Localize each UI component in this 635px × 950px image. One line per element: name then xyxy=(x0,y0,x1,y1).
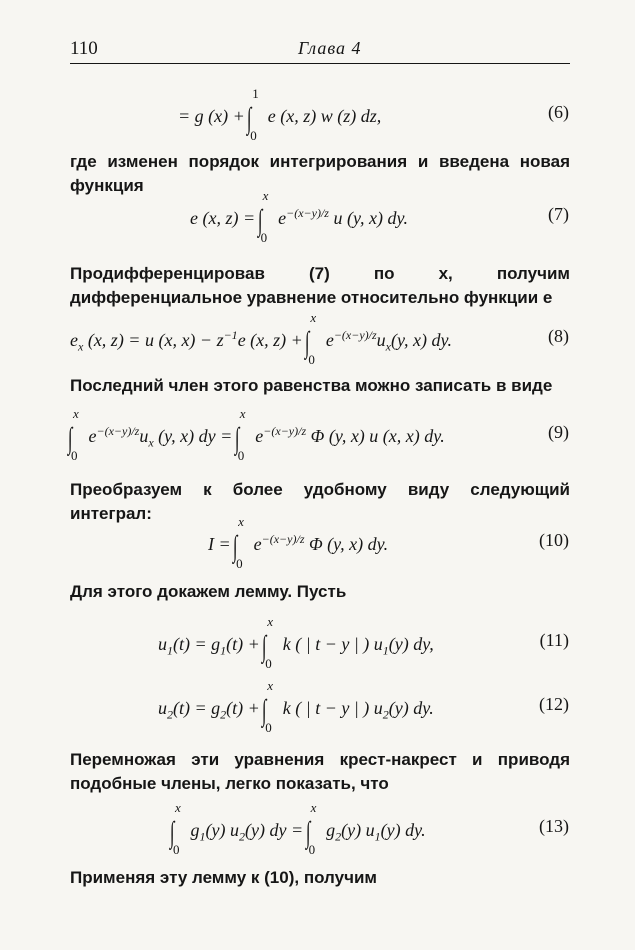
eq8-e: e xyxy=(70,330,78,350)
eq9-u: u xyxy=(139,426,149,446)
eq7-upper-limit: x xyxy=(262,188,269,203)
integral-sign: ∫ xyxy=(234,422,240,455)
eq13-g2: g xyxy=(326,820,336,840)
eq7-rhs: u (y, x) dy. xyxy=(333,208,408,228)
eq9-u-sub: x xyxy=(148,435,154,450)
eq13-u2: (y) u xyxy=(205,820,239,840)
eq13-u1: (y) u xyxy=(341,820,375,840)
paragraph-7: Применяя эту лемму к (10), получим xyxy=(70,868,377,887)
eq7-exp-base: e xyxy=(278,208,287,228)
eq8-lhs-end: e (x, z) + xyxy=(237,330,303,350)
eq9-exponent-2: −(x−y)/z xyxy=(263,424,307,438)
eq13-upper-limit-1: x xyxy=(175,800,181,815)
eq11-upper-limit: x xyxy=(267,614,274,629)
eq12-number: (12) xyxy=(539,694,569,714)
page-header xyxy=(70,38,569,60)
eq9-lower-limit-2: 0 xyxy=(237,448,245,463)
eq10-exp-base: e xyxy=(253,534,262,554)
eq13-g2-sub: 2 xyxy=(335,829,342,844)
page-number: 110 xyxy=(70,38,98,59)
eq7-lower-limit: 0 xyxy=(260,230,268,245)
paragraph-4: Преобразуем к более удобному виду следующий интеграл: xyxy=(70,480,570,523)
eq9-lhs-end: (y, x) dy = xyxy=(158,426,233,446)
eq12-u-sub: 2 xyxy=(167,707,173,722)
eq12-lower-limit: 0 xyxy=(265,720,272,735)
eq9-exp-base-1: e xyxy=(88,426,97,446)
eq10-number: (10) xyxy=(539,530,569,550)
paragraph-2: Продифференцировав (7) по x, получим дифференциальное уравнение относительно функции e xyxy=(70,264,570,307)
eq9-rhs-end: Φ (y, x) u (x, x) dy. xyxy=(310,426,445,446)
paragraph-5: Для этого докажем лемму. Пусть xyxy=(70,582,347,601)
eq9-number: (9) xyxy=(548,422,569,442)
eq6-rhs: e (x, z) w (z) dz, xyxy=(267,106,382,126)
equation-12 xyxy=(0,678,635,735)
eq12-rhs: k ( | t − y | ) u xyxy=(282,698,383,718)
paragraph-3: Последний член этого равенства можно записать в виде xyxy=(70,376,553,395)
eq8-e-sub: x xyxy=(78,339,84,354)
eq11-rhs-end: (y) dy, xyxy=(388,634,434,654)
eq11-number: (11) xyxy=(539,630,569,650)
eq9-upper-limit-1: x xyxy=(73,406,79,421)
eq13-lower-limit-1: 0 xyxy=(173,842,180,857)
eq7-exponent: −(x−y)/z xyxy=(286,206,329,220)
integral-sign: ∫ xyxy=(247,102,252,135)
eq13-rhs-end: (y) dy. xyxy=(380,820,426,840)
eq13-lower-limit-2: 0 xyxy=(308,842,316,857)
eq8-u-sub: x xyxy=(385,339,391,354)
eq8-exponent: −(x−y)/z xyxy=(333,328,377,342)
eq13-upper-limit-2: x xyxy=(310,800,317,815)
paragraph-6: Перемножая эти уравнения крест-накрест и приводя подобные члены, легко показать, что xyxy=(70,750,570,793)
eq8-number: (8) xyxy=(548,326,569,346)
eq13-u1-sub: 1 xyxy=(374,829,381,844)
eq8-lhs: (x, z) = u (x, x) − z xyxy=(87,330,224,350)
eq11-rhs-sub: 1 xyxy=(382,643,389,658)
eq9-lower-limit-1: 0 xyxy=(71,448,78,463)
equation-11 xyxy=(0,614,635,671)
integral-sign: ∫ xyxy=(169,816,175,849)
eq8-rhs-end: (y, x) dy. xyxy=(390,330,452,350)
eq12-lhs-end: (t) + xyxy=(226,698,260,718)
equation-10 xyxy=(0,514,635,571)
eq10-lower-limit: 0 xyxy=(236,556,243,571)
integral-sign: ∫ xyxy=(262,694,267,727)
eq7-lhs: e (x, z) = xyxy=(190,208,256,228)
eq13-g1: g xyxy=(190,820,200,840)
eq9-exp-base-2: e xyxy=(255,426,264,446)
eq8-upper-limit: x xyxy=(310,310,317,325)
equation-6 xyxy=(0,86,635,143)
chapter-title: Глава 4 xyxy=(298,38,362,58)
eq10-upper-limit: x xyxy=(238,514,244,529)
eq8-u: u xyxy=(376,330,386,350)
eq8-exp-base: e xyxy=(325,330,334,350)
integral-sign: ∫ xyxy=(67,422,73,455)
eq10-lhs: I = xyxy=(208,534,231,554)
eq12-rhs-sub: 2 xyxy=(382,707,389,722)
eq11-lhs-end: (t) + xyxy=(226,634,260,654)
equation-9 xyxy=(0,406,635,463)
eq6-number: (6) xyxy=(548,102,569,122)
integral-sign: ∫ xyxy=(305,326,310,359)
eq9-upper-limit-2: x xyxy=(239,406,246,421)
eq11-u: u xyxy=(158,634,167,654)
eq6-lhs: = g (x) + xyxy=(178,106,245,126)
equation-13 xyxy=(0,800,635,857)
integral-sign: ∫ xyxy=(232,530,238,563)
eq12-lhs: (t) = g xyxy=(173,698,221,718)
header-rule xyxy=(70,63,570,64)
eq7-number: (7) xyxy=(548,204,569,224)
eq12-u: u xyxy=(158,698,167,718)
eq11-u-sub: 1 xyxy=(167,643,173,658)
eq12-rhs-end: (y) dy. xyxy=(388,698,434,718)
integral-sign: ∫ xyxy=(305,816,310,849)
equation-7 xyxy=(0,188,635,245)
eq13-lhs-end: (y) dy = xyxy=(244,820,304,840)
eq11-g-sub: 1 xyxy=(220,643,227,658)
eq13-u2-sub: 2 xyxy=(238,829,245,844)
eq12-g-sub: 2 xyxy=(220,707,227,722)
eq8-lower-limit: 0 xyxy=(308,352,315,367)
eq13-number: (13) xyxy=(539,816,569,836)
eq6-lower-limit: 0 xyxy=(250,128,257,143)
integral-sign: ∫ xyxy=(262,630,267,663)
paragraph-1: где изменен порядок интегрирования и введена новая функция xyxy=(70,152,570,195)
eq10-rhs: Φ (y, x) dy. xyxy=(308,534,389,554)
integral-sign: ∫ xyxy=(257,204,262,237)
eq11-lhs: (t) = g xyxy=(173,634,221,654)
eq9-exponent-1: −(x−y)/z xyxy=(96,424,140,438)
eq10-exponent: −(x−y)/z xyxy=(261,532,305,546)
eq6-upper-limit: 1 xyxy=(252,86,259,101)
eq13-g1-sub: 1 xyxy=(199,829,206,844)
eq8-z-exponent: −1 xyxy=(223,328,238,342)
eq12-upper-limit: x xyxy=(267,678,274,693)
eq11-rhs: k ( | t − y | ) u xyxy=(282,634,383,654)
eq11-lower-limit: 0 xyxy=(265,656,272,671)
equation-8 xyxy=(0,310,635,367)
